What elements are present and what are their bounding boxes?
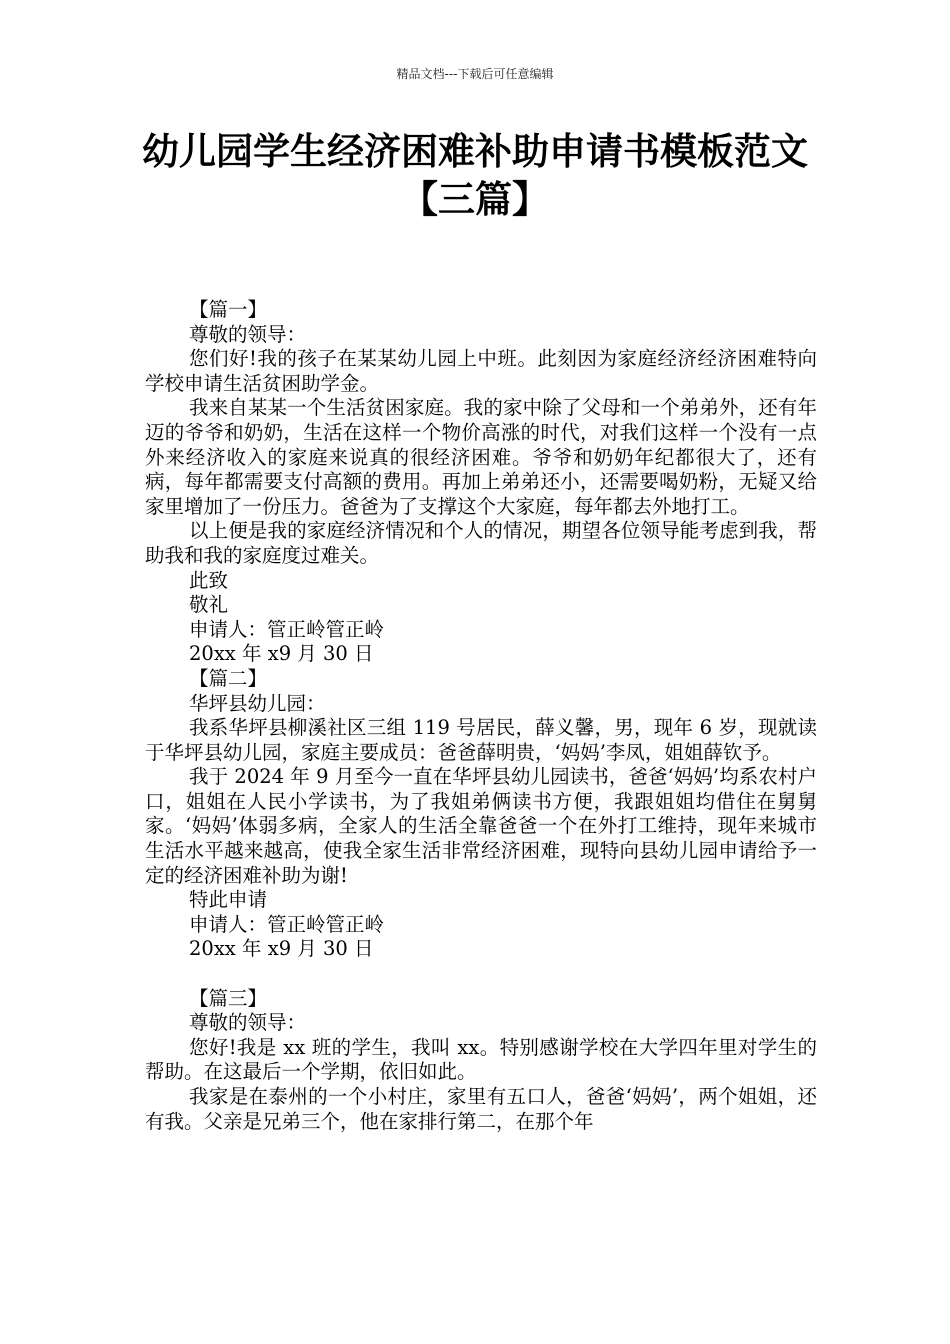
paragraph: 我家是在泰州的一个小村庄，家里有五口人，爸爸‘妈妈’，两个姐姐，还有我。父亲是兄弟三个，他在家排行第二，在那个年 xyxy=(145,1085,817,1133)
salutation: 尊敬的领导： xyxy=(189,1011,307,1035)
closing-line: 敬礼 xyxy=(189,593,229,617)
date-line: 20xx 年 x9 月 30 日 xyxy=(189,642,374,666)
paragraph: 以上便是我的家庭经济情况和个人的情况，期望各位领导能考虑到我，帮助我和我的家庭度过难关。 xyxy=(145,519,817,567)
applicant-line: 申请人：管正岭管正岭 xyxy=(189,617,385,641)
closing-line: 特此申请 xyxy=(189,888,268,912)
paragraph: 您好!我是 xx 班的学生，我叫 xx。特别感谢学校在大学四年里对学生的帮助。在这最后一个学期，依旧如此。 xyxy=(145,1035,817,1084)
section-heading-1: 【篇一】 xyxy=(189,298,268,321)
paragraph: 您们好!我的孩子在某某幼儿园上中班。此刻因为家庭经济经济困难特向学校申请生活贫困助学金。 xyxy=(145,347,817,395)
document-body xyxy=(145,298,817,1134)
date-line: 20xx 年 x9 月 30 日 xyxy=(189,937,374,961)
paragraph: 我于 2024 年 9 月至今一直在华坪县幼儿园读书，爸爸‘妈妈’均系农村户口，姐姐在人民小学读书，为了我姐弟俩读书方便，我跟姐姐均借住在舅舅家。‘妈妈’体弱多病，全家人的生活全靠爸爸一个在外打工维持，现年来城市生活水平越来越高，使我全家生活非常经济困难，现特向县幼儿园申请给予一定的经济困难补助为谢! xyxy=(145,765,817,887)
section-heading-2: 【篇二】 xyxy=(189,666,268,690)
salutation: 尊敬的领导： xyxy=(189,322,307,346)
header-note: 精品文档---下载后可任意编辑 xyxy=(396,67,554,81)
closing-line: 此致 xyxy=(189,568,229,592)
salutation: 华坪县幼儿园： xyxy=(189,691,326,715)
section-heading-3: 【篇三】 xyxy=(189,986,268,1010)
paragraph: 我系华坪县柳溪社区三组 119 号居民，薛义馨，男，现年 6 岁，现就读于华坪县幼儿园，家庭主要成员：爸爸薛明贵，‘妈妈’李凤，姐姐薛钦予。 xyxy=(145,716,817,764)
document-title: 幼儿园学生经济困难补助申请书模板范文【三篇】 xyxy=(142,130,808,221)
blank-line xyxy=(145,962,817,987)
paragraph: 我来自某某一个生活贫困家庭。我的家中除了父母和一个弟弟外，还有年迈的爷爷和奶奶，生活在这样一个物价高涨的时代，对我们这样一个没有一点外来经济收入的家庭来说真的很经济困难。爷爷和奶奶年纪都很大了，还有病，每年都需要支付高额的费用。再加上弟弟还小，还需要喝奶粉，无疑又给家里增加了一份压力。爸爸为了支撑这个大家庭，每年都去外地打工。 xyxy=(145,396,817,518)
applicant-line: 申请人：管正岭管正岭 xyxy=(189,912,385,936)
